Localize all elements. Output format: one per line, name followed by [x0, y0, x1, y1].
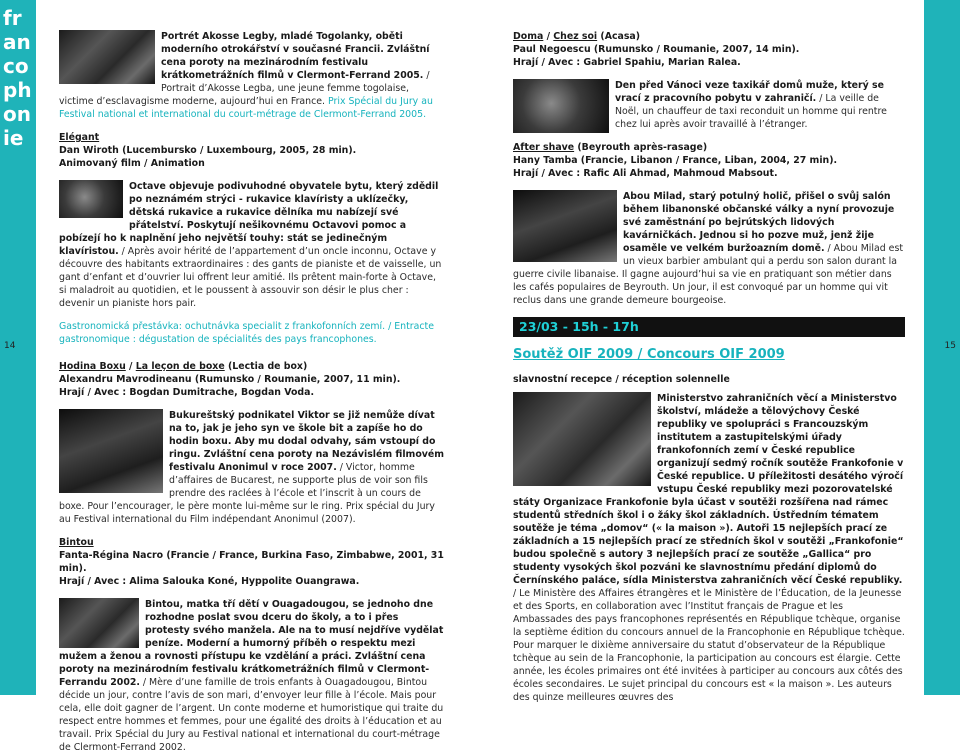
logo-line: ie [3, 126, 24, 150]
film-credits: Paul Negoescu (Rumunsko / Roumanie, 2007, 14 min). [513, 44, 800, 55]
synopsis-fr: / Victor, homme d’affaires de Bucarest, ne supporte plus de voir son fils prendre des raclées à l’école et l’inscrit à un cours de boxe. Pour l’encourager, le père monte lui-même sur le ring. Prix spécial du Jury au Festival international du Film indépendant Anonimul (2007). [59, 462, 435, 525]
page-number-left: 14 [4, 341, 16, 351]
title-sep: / [543, 31, 554, 42]
film-title-fr: Chez soi [553, 31, 598, 42]
contest-title: Soutěž OIF 2009 / Concours OIF 2009 [513, 347, 785, 362]
logo-line: fr [3, 6, 22, 30]
left-column [59, 30, 445, 754]
film-still-hands [59, 30, 155, 84]
film-title-line [513, 30, 905, 43]
film-credits: Fanta-Régina Nacro (Francie / France, Burkina Faso, Zimbabwe, 2001, 31 min). [59, 550, 444, 574]
event-time-bar: 23/03 - 15h - 17h [513, 317, 905, 337]
contest-photo [513, 392, 651, 486]
film-bintou [59, 536, 445, 754]
synopsis-fr: / Après avoir hérité de l’appartement d’un oncle inconnu, Octave y découvre des habitants extraordinaires : des gants de pianiste et de vaisselle, un gant d’enfant et d’ouvrier lui offrent leur amitié. Ils prêtent main-forte à Octave, si maladroit au quotidien, et le poussent à assouvir son désir le plus cher : devenir un pianiste hors pair. [59, 246, 442, 309]
film-cast: Hrají / Avec : Rafic Ali Ahmad, Mahmoud Mabsout. [513, 168, 778, 179]
film-title: Bintou [59, 537, 94, 548]
film-cast: Hrají / Avec : Alima Salouka Koné, Hyppolite Ouangrawa. [59, 576, 360, 587]
intro-cz: Portrét Akosse Legby, mladé Togolanky, oběti moderního otrokářství v současné Francii. Zvláštní cena poroty na mezinárodním festivalu krátkometrážních filmů v Clermont-Ferrand 2005. [161, 31, 430, 81]
film-title-cz: Doma [513, 31, 544, 42]
contest-fr: / Le Ministère des Affaires étrangères et le Ministère de l’Éducation, de la Jeunesse et des Sports, en collaboration avec l’Institut français de Prague et les Ambassades des pays francophones représentés en République tchèque, organise la septième édition du concours annuel de la Francophonie en République tchèque. Pour marquer le dixième anniversaire du statut d’observateur de la République tchèque au sein de la Francophonie, la participation au concours est élargie. Cette année, les écoles primaires ont été invitées à participer au concours aux côtés des écoles secondaires. Le sujet principal du concours est « la maison ». Les auteurs des quinze meilleures œuvres des [513, 588, 905, 703]
film-still-taxi [513, 79, 609, 133]
film-genre: Animovaný film / Animation [59, 158, 205, 169]
film-title-original: (Beyrouth après-rasage) [574, 142, 708, 153]
film-still-bintou [59, 598, 139, 648]
contest-section [513, 392, 905, 704]
film-cast: Hrají / Avec : Gabriel Spahiu, Marian Ralea. [513, 57, 741, 68]
logo-line: an [3, 30, 31, 54]
film-after-shave [513, 141, 905, 307]
film-still-elegant [59, 180, 123, 218]
intro-fr: / Portrait d’Akosse Legba, une jeune femme togolaise, victime d’esclavagisme moderne, aujourd’hui en France. [59, 70, 430, 107]
synopsis-fr: / Mère d’une famille de trois enfants à Ouagadougou, Bintou décide un jour, contre l’avis de son mari, d’envoyer leur fille à l’école. Mais pour cela, elle doit gagner de l’argent. Un conte moderne et humoristique qui traite du respect entre hommes et femmes, pour une égalité des droits à l’éducation et au travail. Prix Spécial du Jury au Festival national et international du court-métrage de Clermont-Ferrand 2002. [59, 677, 444, 753]
film-elegant [59, 131, 445, 310]
film-title-cz: Hodina Boxu [59, 361, 126, 372]
film-credits: Hany Tamba (Francie, Libanon / France, Liban, 2004, 27 min). [513, 155, 838, 166]
film-title: Elégant [59, 132, 100, 143]
film-still-barber [513, 190, 617, 262]
film-credits: Alexandru Mavrodineanu (Rumunsko / Roumanie, 2007, 11 min). [59, 374, 401, 385]
synopsis-cz: Den před Vánoci veze taxikář domů muže, který se vrací z pracovního pobytu v zahraničí. [615, 80, 884, 104]
gastro-cz: Gastronomická přestávka: ochutnávka specialit z frankofonních zemí. [59, 321, 386, 332]
synopsis-cz: Bukureštský podnikatel Viktor se již nemůže dívat na to, jak je jeho syn ve škole bit a zapíše ho do hodin boxu. Aby mu dodal odvahy, sám vstoupí do ringu. Zvláštní cena poroty na Nezávislém filmovém festivalu Anonimul v roce 2007. [169, 410, 445, 473]
synopsis-fr: / La veille de Noël, un chauffeur de taxi reconduit un homme qui rentre chez lui après avoir travaillé à l’étranger. [615, 93, 887, 130]
film-credits: Dan Wiroth (Lucembursko / Luxembourg, 2005, 28 min). [59, 145, 357, 156]
intro-fr-prize: Prix Spécial du Jury au Festival national et international du court-métrage de Clermont-Ferrand 2005. [59, 96, 433, 120]
film-title: After shave [513, 142, 575, 153]
film-cast: Hrají / Avec : Bogdan Dumitrache, Bogdan Voda. [59, 387, 315, 398]
film-title-original: (Lectia de box) [224, 361, 308, 372]
film-still-boxing [59, 409, 163, 493]
synopsis-cz: Abou Milad, starý potulný holič, přišel o svůj salón během libanonské občanské války a nyní provozuje své zaměstnání po bejrútských lidových kavárničkách. Jednou si ho pozve muž, jenž žije osaměle ve velkém buržoazním domě. [623, 191, 895, 254]
contest-cz: Ministerstvo zahraničních věcí a Ministerstvo školství, mládeže a tělovýchovy České republiky ve spolupráci s Francouzským institutem a zastupitelskými úřady frankofonních zemí v České republice organizují sedmý ročník soutěže Frankofonie v České republice. U příležitosti desátého výročí vstupu České republiky mezi pozorovatelské státy Organizace Frankofonie byla účast v soutěži rozšířena nad rámec studentů středních škol i o žáky škol základních. Ústředním tématem soutěže je téma „domov“ (« la maison »). Autoři 15 nejlepších prací ze základních a 15 nejlepších prací ze středních škol v soutěži „Frankofonie“ budou společně s autory 3 nejlepších prací ze soutěže „Gallica“ pro studenty vysokých škol pozváni ke slavnostnímu předání diplomů do Černínského paláce, sídla Ministerstva zahraničních věcí České republiky. [513, 393, 904, 586]
page-number-right: 15 [944, 341, 956, 351]
film-title-fr: La leçon de boxe [135, 361, 225, 372]
synopsis-cz: Octave objevuje podivuhodné obyvatele bytu, který zdědil po neznámém strýci - rukavice klavíristy a uklízečky, dětská rukavice a rukavice dělníka mu nabízejí své přátelství. Poskytují nešikovnému Octavovi pomoc a pobízejí ho k naplnění jeho největší touhy: stát se jedinečným klavíristou. [59, 181, 439, 257]
title-sep: / [125, 361, 136, 372]
right-column [513, 30, 905, 704]
film-doma [513, 30, 905, 135]
gastro-break [59, 320, 445, 346]
logo-line: on [3, 102, 31, 126]
film-title-line [59, 360, 445, 373]
logo-line: co [3, 54, 29, 78]
synopsis-fr: / Abou Milad est un vieux barbier ambulant qui a perdu son salon durant la guerre civile libanaise. Il gagne aujourd’hui sa vie en pratiquant son métier dans les cafés populaires de Beyrouth. Un jour, il est convoqué par un homme qui vit reclus dans une grande demeure bourgeoise. [513, 243, 904, 306]
film-title-line [513, 141, 905, 154]
film-title-original: (Acasa) [597, 31, 641, 42]
gastro-fr: / Entracte gastronomique : dégustation de spécialités des pays francophones. [59, 321, 434, 345]
logo-line: ph [3, 78, 32, 102]
film-hodina-boxu [59, 360, 445, 526]
reception-label: slavnostní recepce / réception solennelle [513, 374, 730, 385]
francophonie-vertical-logo [3, 6, 32, 150]
synopsis-cz: Bintou, matka tří dětí v Ouagadougou, se jednoho dne rozhodne poslat svou dceru do školy, a to i přes protesty svého manžela. Ale na to musí nejdříve vydělat peníze. Moderní a humorný příběh o respektu mezi mužem a ženou a rovnosti přístupu ke vzdělání a práci. Zvláštní cena poroty na mezinárodním festivalu krátkometrážních filmů v Clermont-Ferrandu 2002. [59, 599, 444, 688]
